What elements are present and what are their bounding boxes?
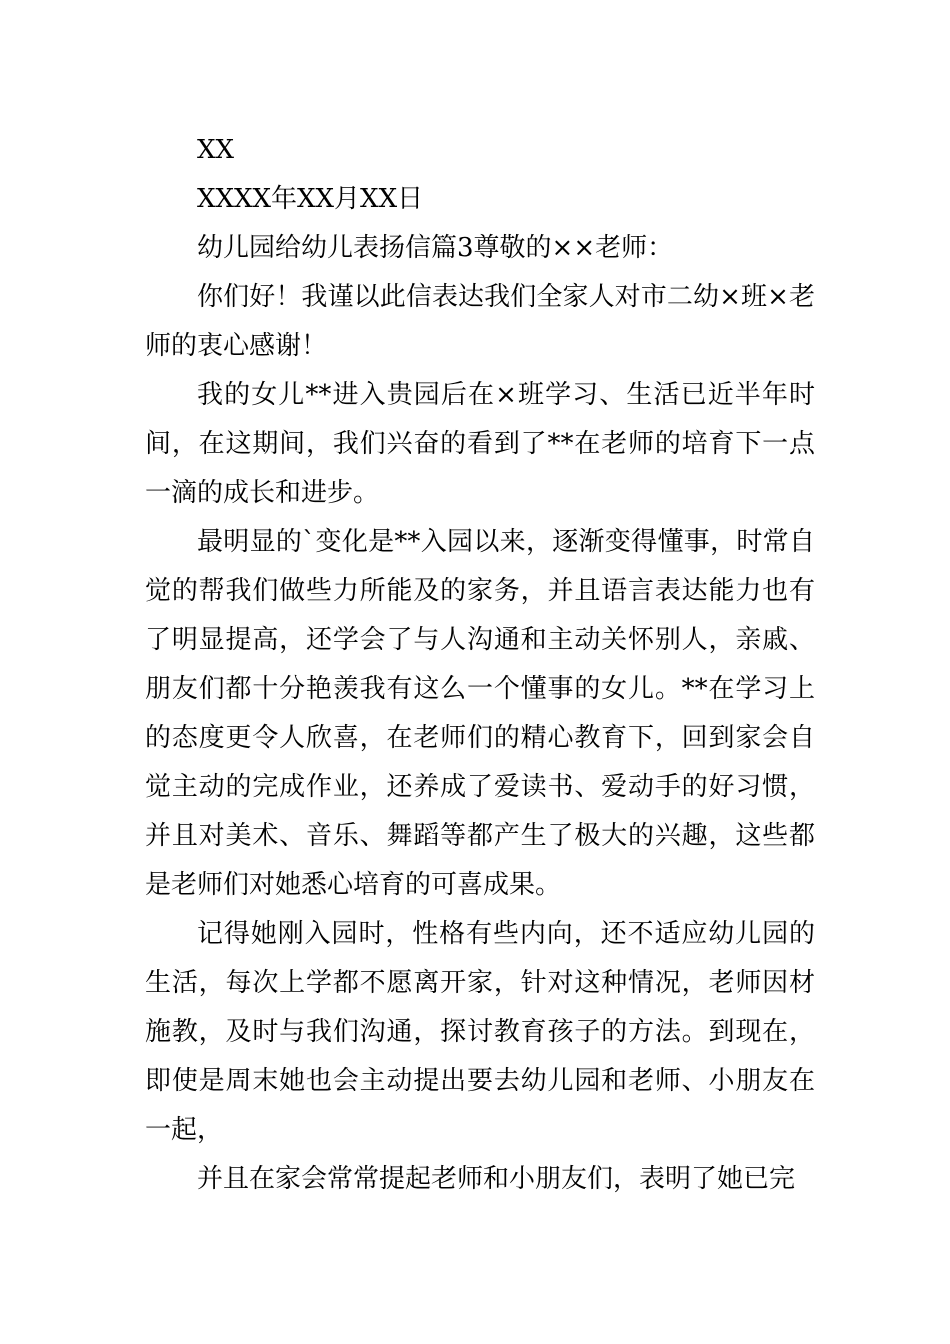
- paragraph-greeting: 你们好！我谨以此信表达我们全家人对市二幼×班×老师的衷心感谢！: [145, 282, 815, 361]
- paragraph-daughter-progress: 我的女儿**进入贵园后在×班学习、生活已近半年时间，在这期间，我们兴奋的看到了**在老师的培育下一点一滴的成长和进步。: [145, 380, 815, 508]
- date-line: XXXX年XX月XX日: [197, 184, 424, 214]
- paragraph-changes: 最明显的`变化是**入园以来，逐渐变得懂事，时常自觉的帮我们做些力所能及的家务，并且语言表达能力也有了明显提高，还学会了与人沟通和主动关怀别人，亲戚、朋友们都十分艳羡我有这么一个懂事的女儿。**在学习上的态度更令人欣喜，在老师们的精心教育下，回到家会自觉主动的完成作业，还养成了爱读书、爱动手的好习惯，并且对美术、音乐、舞蹈等都产生了极大的兴趣，这些都是老师们对她悉心培育的可喜成果。: [145, 527, 815, 900]
- paragraph-first-days: 记得她刚入园时，性格有些内向，还不适应幼儿园的生活，每次上学都不愿离开家，针对这种情况，老师因材施教，及时与我们沟通，探讨教育孩子的方法。到现在，即使是周末她也会主动提出要去幼儿园和老师、小朋友在一起，: [145, 919, 815, 1145]
- heading-line: 幼儿园给幼儿表扬信篇3尊敬的××老师：: [197, 233, 674, 263]
- signature-line: XX: [197, 135, 235, 165]
- letter-body: [145, 126, 815, 1204]
- paragraph-continued: 并且在家会常常提起老师和小朋友们，表明了她已完: [197, 1164, 796, 1194]
